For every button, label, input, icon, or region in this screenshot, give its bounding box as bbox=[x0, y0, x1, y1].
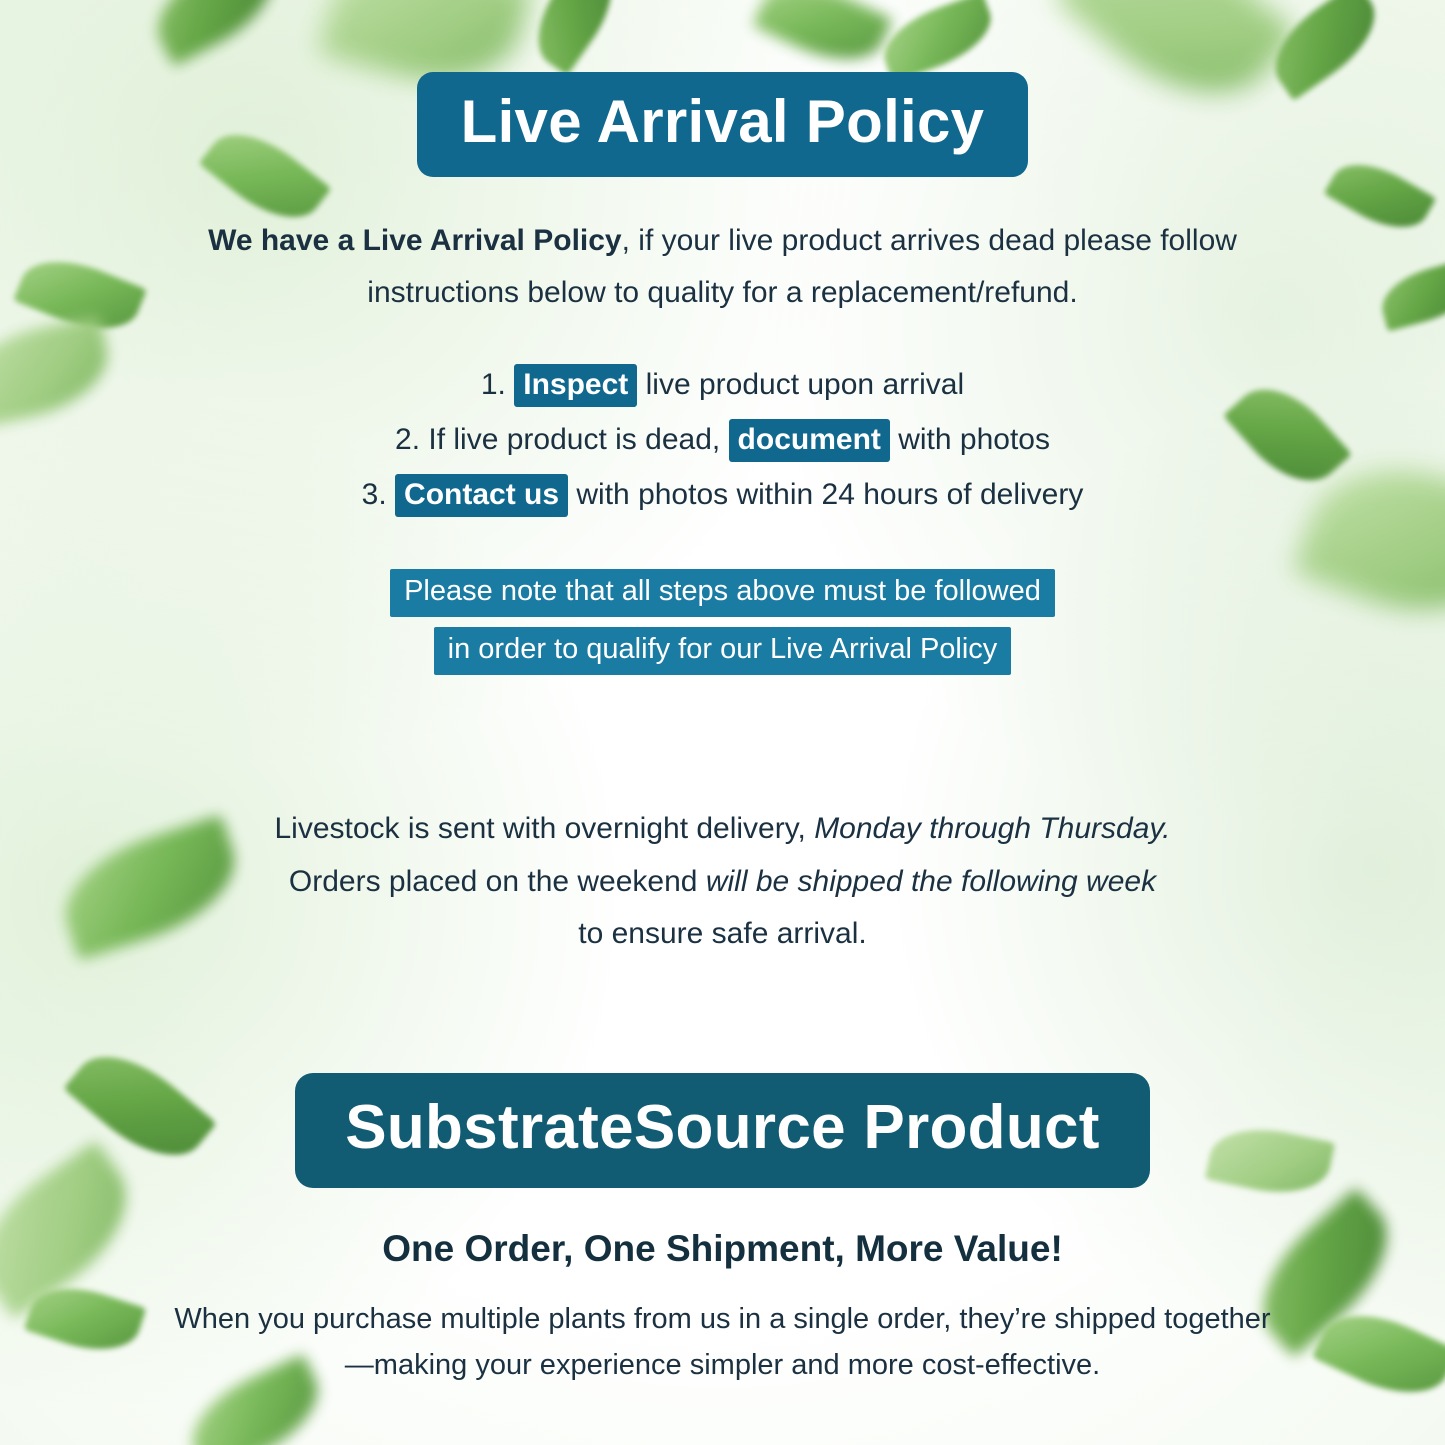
intro-rest: , if your live product arrives dead please follow instructions below to quality for a replacement/refund. bbox=[367, 224, 1237, 309]
step-highlight: document bbox=[729, 419, 890, 462]
intro-paragraph bbox=[173, 215, 1273, 318]
outro-paragraph: When you purchase multiple plants from us in a single order, they’re shipped together—making your experience simpler and more cost-effective. bbox=[174, 1302, 1271, 1382]
note-line-1: Please note that all steps above must be followed bbox=[390, 569, 1055, 617]
note-line-2: in order to qualify for our Live Arrival Policy bbox=[434, 627, 1012, 675]
steps-list bbox=[133, 368, 1313, 511]
shipping-line1-italic: Monday through Thursday. bbox=[814, 812, 1171, 846]
list-item bbox=[133, 423, 1313, 456]
shipping-line2-plain: Orders placed on the weekend bbox=[288, 864, 706, 898]
step-text: live product upon arrival bbox=[637, 368, 965, 402]
value-subheading: One Order, One Shipment, More Value! bbox=[382, 1227, 1063, 1269]
shipping-paragraph bbox=[173, 803, 1273, 961]
intro-bold-lead: We have a Live Arrival Policy bbox=[208, 224, 622, 257]
step-number: 3. bbox=[361, 478, 387, 512]
step-number: 2. bbox=[395, 423, 421, 457]
shipping-line2-italic: will be shipped the following week bbox=[705, 864, 1157, 898]
step-text: with photos within 24 hours of delivery bbox=[568, 478, 1084, 512]
step-text-before: If live product is dead, bbox=[420, 423, 729, 457]
substratesource-product-title: SubstrateSource Product bbox=[295, 1073, 1150, 1188]
step-highlight: Contact us bbox=[395, 474, 568, 517]
step-text-before bbox=[387, 478, 395, 511]
step-text: with photos bbox=[889, 423, 1050, 457]
live-arrival-policy-title: Live Arrival Policy bbox=[417, 72, 1029, 177]
step-number: 1. bbox=[480, 368, 506, 402]
list-item bbox=[133, 368, 1313, 401]
policy-note bbox=[123, 569, 1323, 685]
step-highlight: Inspect bbox=[514, 364, 637, 407]
shipping-line1-plain: Livestock is sent with overnight delivery, bbox=[274, 812, 815, 846]
list-item bbox=[133, 478, 1313, 511]
shipping-line3: to ensure safe arrival. bbox=[578, 917, 867, 951]
